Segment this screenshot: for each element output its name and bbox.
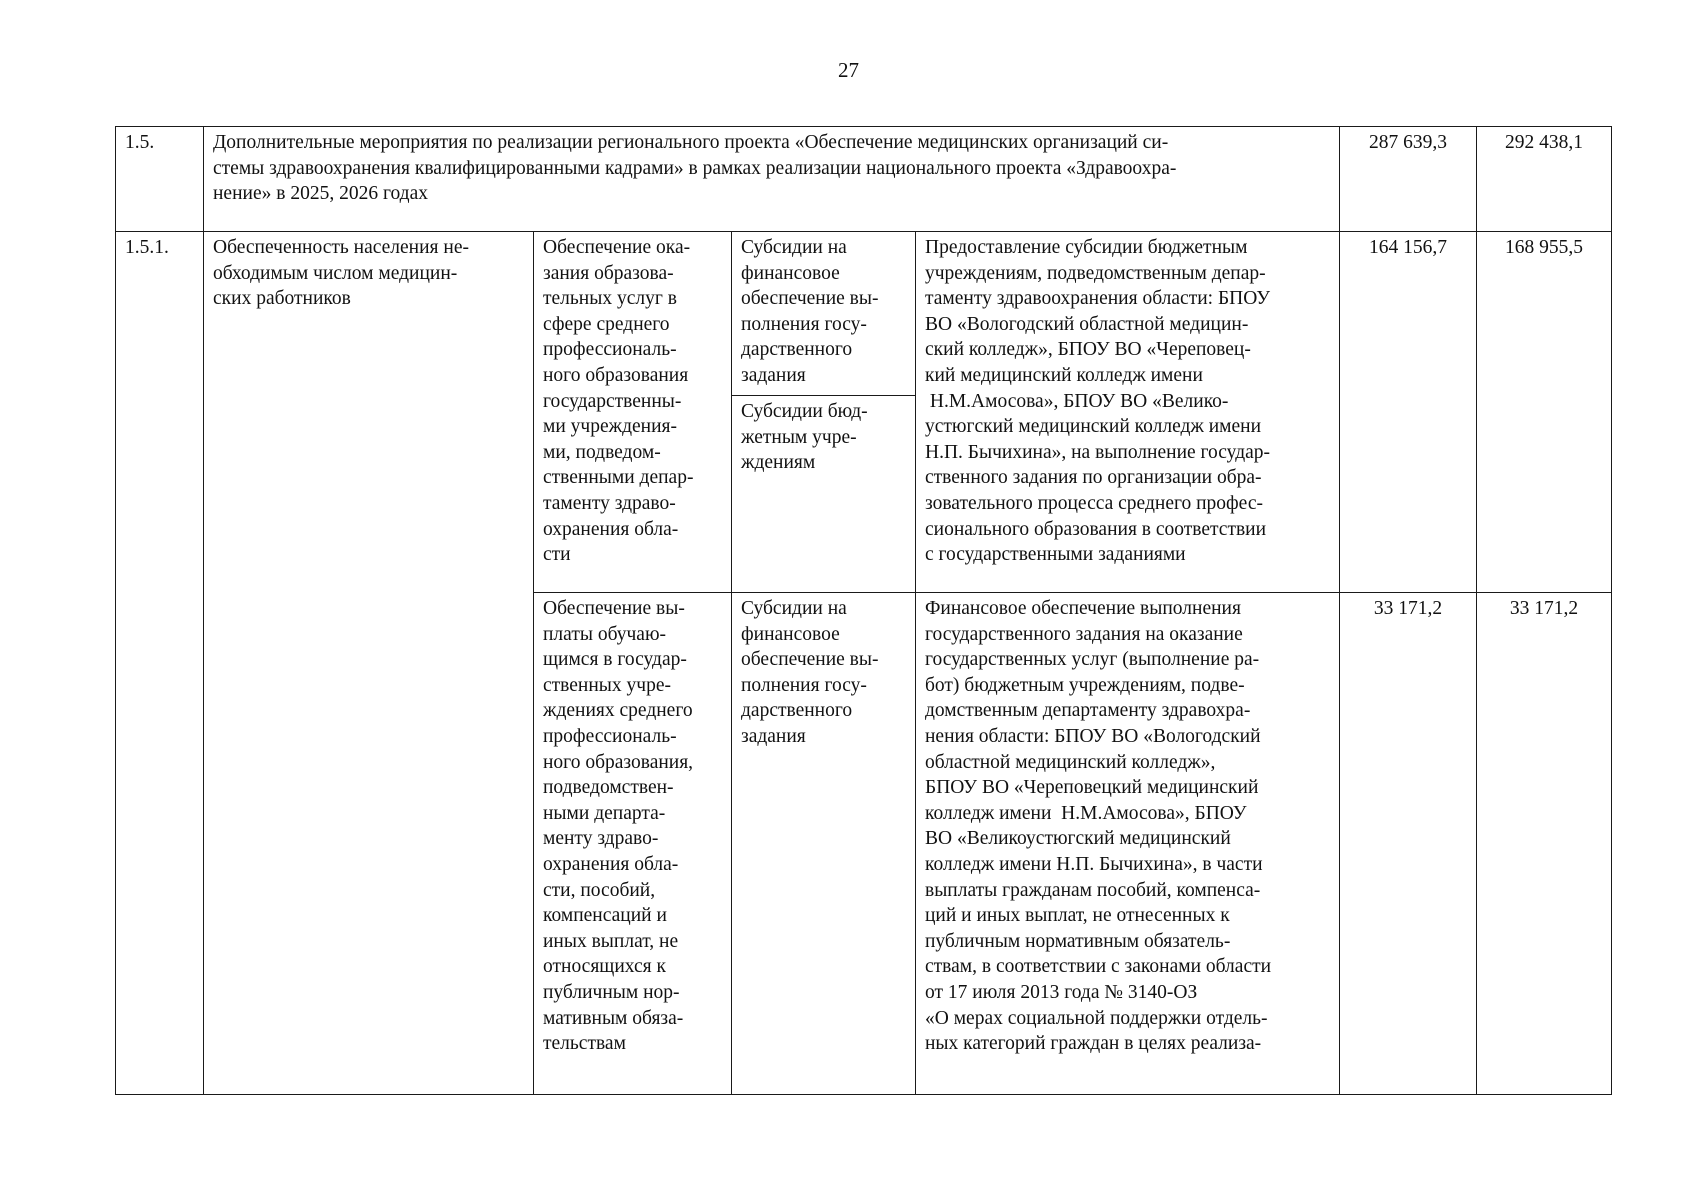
subsidy-line: задания bbox=[741, 364, 806, 386]
activity-line: охранения обла- bbox=[543, 518, 679, 540]
indicator-line: Обеспеченность населения не- bbox=[213, 237, 469, 258]
row-code-1-5-1: 1.5.1. bbox=[116, 232, 204, 1095]
activity-line: ми учреждения- bbox=[543, 416, 677, 438]
description-line: публичным нормативным обязатель- bbox=[925, 930, 1231, 952]
description-line: «О мерах социальной поддержки отдель- bbox=[925, 1007, 1268, 1029]
description-line: с государственными заданиями bbox=[925, 544, 1186, 566]
amount-2025-1-5: 287 639,3 bbox=[1340, 127, 1477, 232]
description-line: бот) бюджетным учреждениям, подве- bbox=[925, 674, 1245, 696]
description-line: ных категорий граждан в целях реализа- bbox=[925, 1033, 1262, 1055]
description-line: Финансовое обеспечение выполнения bbox=[925, 598, 1241, 619]
activity-line: иных выплат, не bbox=[543, 930, 679, 952]
activity-line: относящихся к bbox=[543, 956, 666, 978]
activity-line: ного образования bbox=[543, 364, 689, 386]
description-line: колледж имени Н.П. Бычихина», в части bbox=[925, 853, 1263, 875]
activity-line: компенсаций и bbox=[543, 905, 667, 927]
activity-line: сти, пособий, bbox=[543, 879, 656, 901]
activity-cell-a bbox=[534, 232, 732, 593]
description-line: устюгский медицинский колледж имени bbox=[925, 416, 1262, 438]
activity-cell-b bbox=[534, 593, 732, 1095]
table-row-1-5-1-a bbox=[116, 232, 1612, 396]
description-line: учреждениям, подведомственным депар- bbox=[925, 262, 1266, 284]
description-line: ственного задания по организации обра- bbox=[925, 467, 1262, 489]
activity-line: щимся в государ- bbox=[543, 649, 687, 671]
indicator-line: обходимым числом медицин- bbox=[213, 262, 458, 284]
subsidy-line: финансовое bbox=[741, 623, 840, 645]
title-line: Дополнительные мероприятия по реализации регионального проекта «Обеспечение медицинских организаций си- bbox=[213, 132, 1169, 153]
activity-line: государственны- bbox=[543, 390, 682, 412]
amount-2026-block-a: 168 955,5 bbox=[1477, 232, 1612, 593]
subsidy-line: Субсидии бюд- bbox=[741, 401, 868, 422]
description-cell-a bbox=[916, 232, 1340, 593]
title-line: нение» в 2025, 2026 годах bbox=[213, 183, 428, 205]
description-line: Предоставление субсидии бюджетным bbox=[925, 237, 1248, 258]
description-line: ствам, в соответствии с законами области bbox=[925, 956, 1272, 978]
description-line: домственным департаменту здравохра- bbox=[925, 700, 1251, 722]
activity-line: Обеспечение ока- bbox=[543, 237, 691, 258]
indicator-cell bbox=[204, 232, 534, 1095]
activity-line: ми, подведом- bbox=[543, 441, 661, 463]
subsidy-line: обеспечение вы- bbox=[741, 288, 879, 310]
activity-line: ного образования, bbox=[543, 751, 694, 773]
subsidy-line: обеспечение вы- bbox=[741, 649, 879, 671]
description-line: ВО «Вологодский областной медицин- bbox=[925, 313, 1249, 335]
activity-line: Обеспечение вы- bbox=[543, 598, 685, 619]
subsidy-line: финансовое bbox=[741, 262, 840, 284]
activity-line: ждениях среднего bbox=[543, 700, 693, 722]
subsidy-line: задания bbox=[741, 725, 806, 747]
description-line: таменту здравоохранения области: БПОУ bbox=[925, 288, 1271, 310]
activity-line: зания образова- bbox=[543, 262, 674, 284]
description-line: Н.М.Амосова», БПОУ ВО «Велико- bbox=[925, 390, 1229, 412]
description-cell-b bbox=[916, 593, 1340, 1095]
subsidy-line: дарственного bbox=[741, 700, 853, 722]
description-line: государственных услуг (выполнение ра- bbox=[925, 649, 1260, 671]
title-line: стемы здравоохранения квалифицированными кадрами» в рамках реализации национального проекта «Здравоохра- bbox=[213, 157, 1177, 179]
description-line: БПОУ ВО «Череповецкий медицинский bbox=[925, 777, 1259, 799]
amount-2026-1-5: 292 438,1 bbox=[1477, 127, 1612, 232]
description-line: Н.П. Бычихина», на выполнение государ- bbox=[925, 441, 1271, 463]
activity-line: ственных учре- bbox=[543, 674, 671, 696]
page-number: 27 bbox=[838, 58, 859, 82]
description-line: сионального образования в соответствии bbox=[925, 518, 1267, 540]
activity-line: мативным обяза- bbox=[543, 1007, 684, 1029]
activity-line: тельствам bbox=[543, 1033, 626, 1055]
subsidy-cell-a2 bbox=[732, 396, 916, 593]
description-line: кий медицинский колледж имени bbox=[925, 364, 1203, 386]
subsidy-line: жетным учре- bbox=[741, 426, 857, 448]
activity-line: ственными депар- bbox=[543, 467, 694, 489]
description-line: ский колледж», БПОУ ВО «Череповец- bbox=[925, 339, 1251, 361]
activity-line: профессиональ- bbox=[543, 339, 677, 361]
activity-line: менту здраво- bbox=[543, 828, 659, 850]
table-row-1-5 bbox=[116, 127, 1612, 232]
indicator-line: ских работников bbox=[213, 288, 351, 310]
row-code-1-5: 1.5. bbox=[116, 127, 204, 232]
subsidy-line: Субсидии на bbox=[741, 598, 847, 619]
description-line: зовательного процесса среднего профес- bbox=[925, 492, 1263, 514]
description-line: нения области: БПОУ ВО «Вологодский bbox=[925, 725, 1261, 747]
activity-line: публичным нор- bbox=[543, 981, 680, 1003]
row-title-1-5 bbox=[204, 127, 1340, 232]
activity-line: тельных услуг в bbox=[543, 288, 677, 310]
measures-table bbox=[115, 126, 1612, 1095]
subsidy-line: полнения госу- bbox=[741, 674, 867, 696]
subsidy-cell-b bbox=[732, 593, 916, 1095]
subsidy-line: ждениям bbox=[741, 452, 816, 474]
subsidy-cell-a1 bbox=[732, 232, 916, 396]
description-line: колледж имени Н.М.Амосова», БПОУ bbox=[925, 802, 1247, 824]
activity-line: таменту здраво- bbox=[543, 492, 676, 514]
amount-2025-block-a: 164 156,7 bbox=[1340, 232, 1477, 593]
activity-line: профессиональ- bbox=[543, 725, 677, 747]
activity-line: охранения обла- bbox=[543, 853, 679, 875]
activity-line: подведомствен- bbox=[543, 777, 674, 799]
amount-2026-block-b: 33 171,2 bbox=[1477, 593, 1612, 1095]
subsidy-line: Субсидии на bbox=[741, 237, 847, 258]
amount-2025-block-b: 33 171,2 bbox=[1340, 593, 1477, 1095]
description-line: выплаты гражданам пособий, компенса- bbox=[925, 879, 1261, 901]
activity-line: платы обучаю- bbox=[543, 623, 667, 645]
subsidy-line: полнения госу- bbox=[741, 313, 867, 335]
activity-line: сти bbox=[543, 544, 571, 566]
description-line: от 17 июля 2013 года № 3140-ОЗ bbox=[925, 981, 1198, 1003]
description-line: областной медицинский колледж», bbox=[925, 751, 1216, 773]
description-line: государственного задания на оказание bbox=[925, 623, 1243, 645]
activity-line: ными департа- bbox=[543, 802, 666, 824]
activity-line: сфере среднего bbox=[543, 313, 670, 335]
description-line: ВО «Великоустюгский медицинский bbox=[925, 828, 1231, 850]
description-line: ций и иных выплат, не отнесенных к bbox=[925, 905, 1230, 927]
subsidy-line: дарственного bbox=[741, 339, 853, 361]
